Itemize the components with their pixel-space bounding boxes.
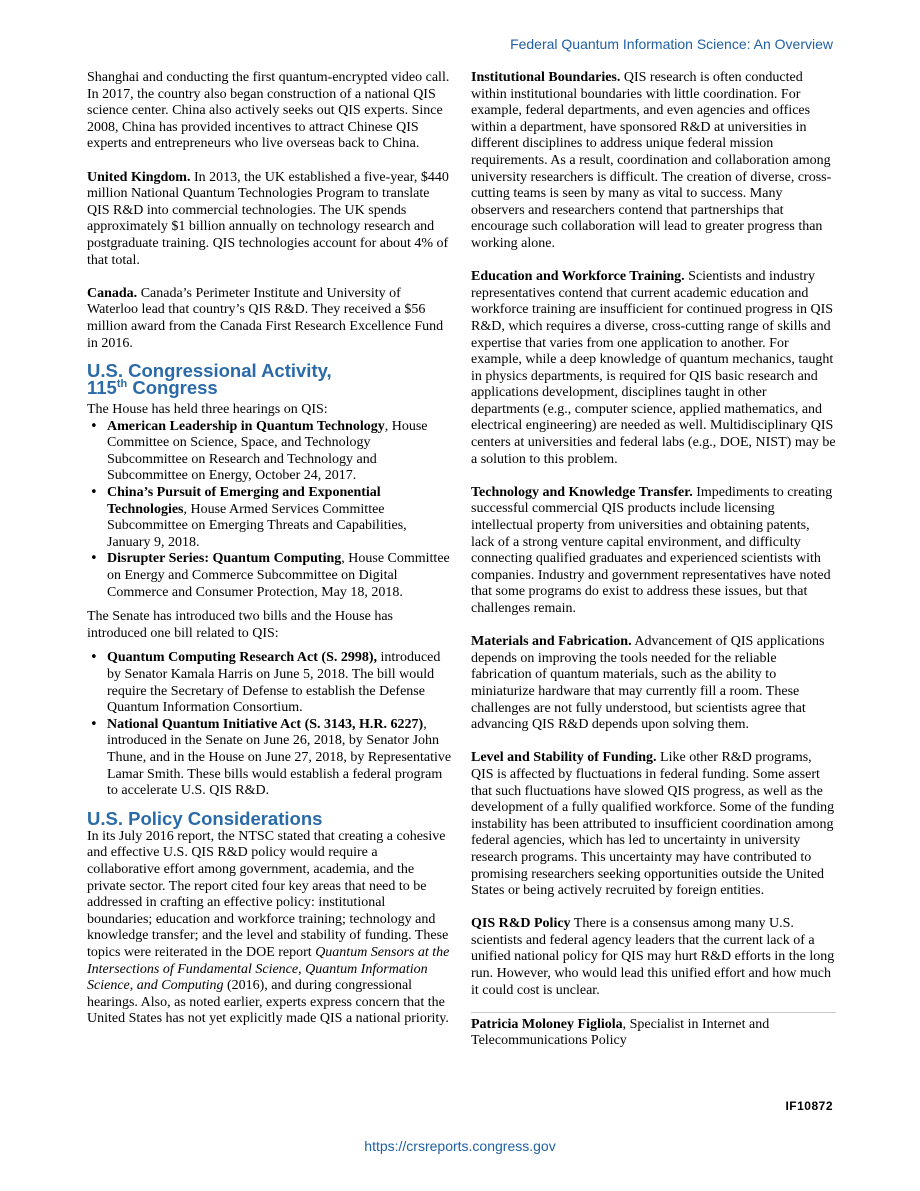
policy-paragraph xyxy=(87,829,452,1028)
bills-intro: The Senate has introduced two bills and the House has introduced one bill related to QIS: xyxy=(87,609,393,641)
hearing-title: American Leadership in Quantum Technology xyxy=(107,418,385,434)
bill-details: introduced by Senator Kamala Harris on June 5, 2018. The bill would require the Secretary of Defense to establish the Defense Quantum Information Consortium. xyxy=(107,650,441,716)
institutional-boundaries-paragraph xyxy=(471,70,836,253)
section-text: Scientists and industry representatives contend that current academic education and workforce training are insufficient for continued progress in QIS R&D, which requires a diverse, cross-cutting range of skills and expertise that varies from one application to another. For example, while a deep knowledge of quantum mechanics, taught in physics departments, is required for QIS basic research and applications development, disciplines taught in other departments (e.g., computer science, applied mathematics, and electrical engineering) are needed as well. Multidisciplinary QIS centers at universities and federal labs (e.g., DOE, NIST) may be a solution to this problem. xyxy=(471,269,836,467)
left-column xyxy=(87,70,452,1044)
hearing-details: , House Committee on Science, Space, and Technology Subcommittee on Research and Technology and Subcommittee on Energy, October 24, 2017. xyxy=(107,418,428,484)
qis-policy-paragraph xyxy=(471,916,836,999)
author-block xyxy=(471,1012,836,1050)
policy-section-heading: U.S. Policy Considerations xyxy=(87,807,323,829)
bill-title: Quantum Computing Research Act (S. 2998), xyxy=(107,650,378,666)
list-item xyxy=(87,717,452,800)
bills-list xyxy=(87,650,452,799)
policy-text-b: (2016), and during congressional hearings. Also, as noted earlier, experts express concern that the United States has not yet explicitly made QIS a national priority. xyxy=(87,978,449,1027)
section-label: Level and Stability of Funding. xyxy=(471,750,657,766)
uk-label: United Kingdom. xyxy=(87,169,191,185)
author-title: , Specialist in Internet and Telecommunications Policy xyxy=(471,1016,770,1049)
congress-heading-line1: U.S. Congressional Activity, xyxy=(87,360,332,382)
document-id: IF10872 xyxy=(785,1099,833,1113)
hearings-list xyxy=(87,419,452,602)
section-text: Advancement of QIS applications depends on improving the tools needed for the reliable fabrication of quantum materials, such as the ability to miniaturize hardware that may currently fill a room. These challenges are not fully understood, but scientists agree that advancing QIS R&D depends upon solving them. xyxy=(471,634,825,733)
right-column xyxy=(471,70,836,1050)
footer-url-link[interactable]: https://crsreports.congress.gov xyxy=(364,1138,556,1154)
education-workforce-paragraph xyxy=(471,269,836,468)
section-label: Institutional Boundaries. xyxy=(471,70,621,85)
canada-label: Canada. xyxy=(87,285,138,301)
canada-text: Canada’s Perimeter Institute and University of Waterloo lead that country’s QIS R&D. They received a $56 million award from the Canada First Research Excellence Fund in 2016. xyxy=(87,285,444,351)
author-name: Patricia Moloney Figliola xyxy=(471,1016,623,1032)
list-item xyxy=(87,419,452,485)
hearing-details: , House Armed Services Committee Subcommittee on Emerging Threats and Capabilities, January 9, 2018. xyxy=(107,501,407,550)
page-header-title: Federal Quantum Information Science: An Overview xyxy=(510,36,833,52)
uk-paragraph xyxy=(87,170,452,270)
canada-paragraph xyxy=(87,286,452,352)
congress-heading-word: Congress xyxy=(127,377,218,399)
hearing-details: , House Committee on Energy and Commerce Subcommittee on Digital Commerce and Consumer Protection, May 18, 2018. xyxy=(107,551,450,600)
list-item xyxy=(87,650,452,716)
section-label: QIS R&D Policy xyxy=(471,916,571,932)
uk-text: In 2013, the UK established a five-year, $440 million National Quantum Technologies Program to translate QIS R&D into commercial technologies. The UK spends approximately $1 billion annually on technology research and postgraduate training. QIS technologies account for about 4% of that total. xyxy=(87,169,449,268)
congress-heading-sup: th xyxy=(116,378,128,391)
section-label: Materials and Fabrication. xyxy=(471,634,632,650)
funding-stability-paragraph xyxy=(471,750,836,899)
section-text: Impediments to creating successful commercial QIS products include licensing intellectual property from universities and obtaining patents, lack of a strong venture capital environment, and difficulty connecting qualified graduates and experienced scientists with companies. Industry and government representatives have noted that some programs do exist to address these issues, but that challenges remain. xyxy=(471,484,833,616)
materials-fabrication-paragraph xyxy=(471,634,836,734)
hearing-title: China’s Pursuit of Emerging and Exponential Technologies xyxy=(107,485,381,517)
doe-report-title: Quantum Sensors at the Intersections of Fundamental Science, Quantum Information Science, and Computing xyxy=(87,944,450,994)
hearings-intro: The House has held three hearings on QIS: xyxy=(87,402,328,418)
congress-section-heading xyxy=(87,360,452,399)
section-text: QIS research is often conducted within institutional boundaries with little coordination. For example, federal departments, and even agencies and offices within a department, have sponsored R&D at universities in different disciplines to address unique federal mission requirements. As a result, coordination and collaboration among university researchers is difficult. The creation of diverse, cross-cutting teams is seen by many as vital to success. Many observers and researchers contend that partnerships that encourage such collaboration will lead to greater progress than working alone. xyxy=(471,70,832,251)
bill-details: , introduced in the Senate on June 26, 2018, by Senator John Thune, and in the House on June 27, 2018, by Representative Lamar Smith. These bills would establish a federal program to accelerate U.S. QIS R&D. xyxy=(107,716,452,799)
policy-text-a: In its July 2016 report, the NTSC stated that creating a cohesive and effective U.S. QIS R&D policy would require a collaborative effort among government, academia, and the private sector. The report cited four key areas that need to be addressed in crafting an effective policy: institutional boundaries; education and workforce training; technology and knowledge transfer; and the level and stability of funding. These topics were reiterated in the DOE report xyxy=(87,828,449,960)
bill-title: National Quantum Initiative Act (S. 3143, H.R. 6227) xyxy=(107,716,424,732)
list-item xyxy=(87,551,452,601)
hearing-title: Disrupter Series: Quantum Computing xyxy=(107,551,342,567)
list-item xyxy=(87,485,452,551)
china-continued-paragraph: Shanghai and conducting the first quantum-encrypted video call. In 2017, the country also began construction of a national QIS science center. China also actively seeks out QIS experts. Since 2008, China has provided incentives to attract Chinese QIS experts and entrepreneurs who live overseas back to China. xyxy=(87,70,450,152)
technology-transfer-paragraph xyxy=(471,485,836,618)
section-text: There is a consensus among many U.S. scientists and federal agency leaders that the current lack of a unified national policy for QIS may hurt R&D efforts in the long run. However, who would lead this unified effort and how much it could cost is unclear. xyxy=(471,916,835,998)
section-label: Education and Workforce Training. xyxy=(471,269,685,285)
section-label: Technology and Knowledge Transfer. xyxy=(471,484,693,500)
congress-heading-number: 115 xyxy=(87,377,117,399)
section-text: Like other R&D programs, QIS is affected by fluctuations in federal funding. Some assert that such fluctuations have slowed QIS progress, as well as the development of a fully qualified workforce. Some of the funding instability has been attributed to insufficient coordination among federal agencies, which has led to uncertainty in university research programs. This uncertainty may have contributed to promising researchers seeking opportunities outside the United States or being actively recruited by foreign entities. xyxy=(471,750,835,899)
